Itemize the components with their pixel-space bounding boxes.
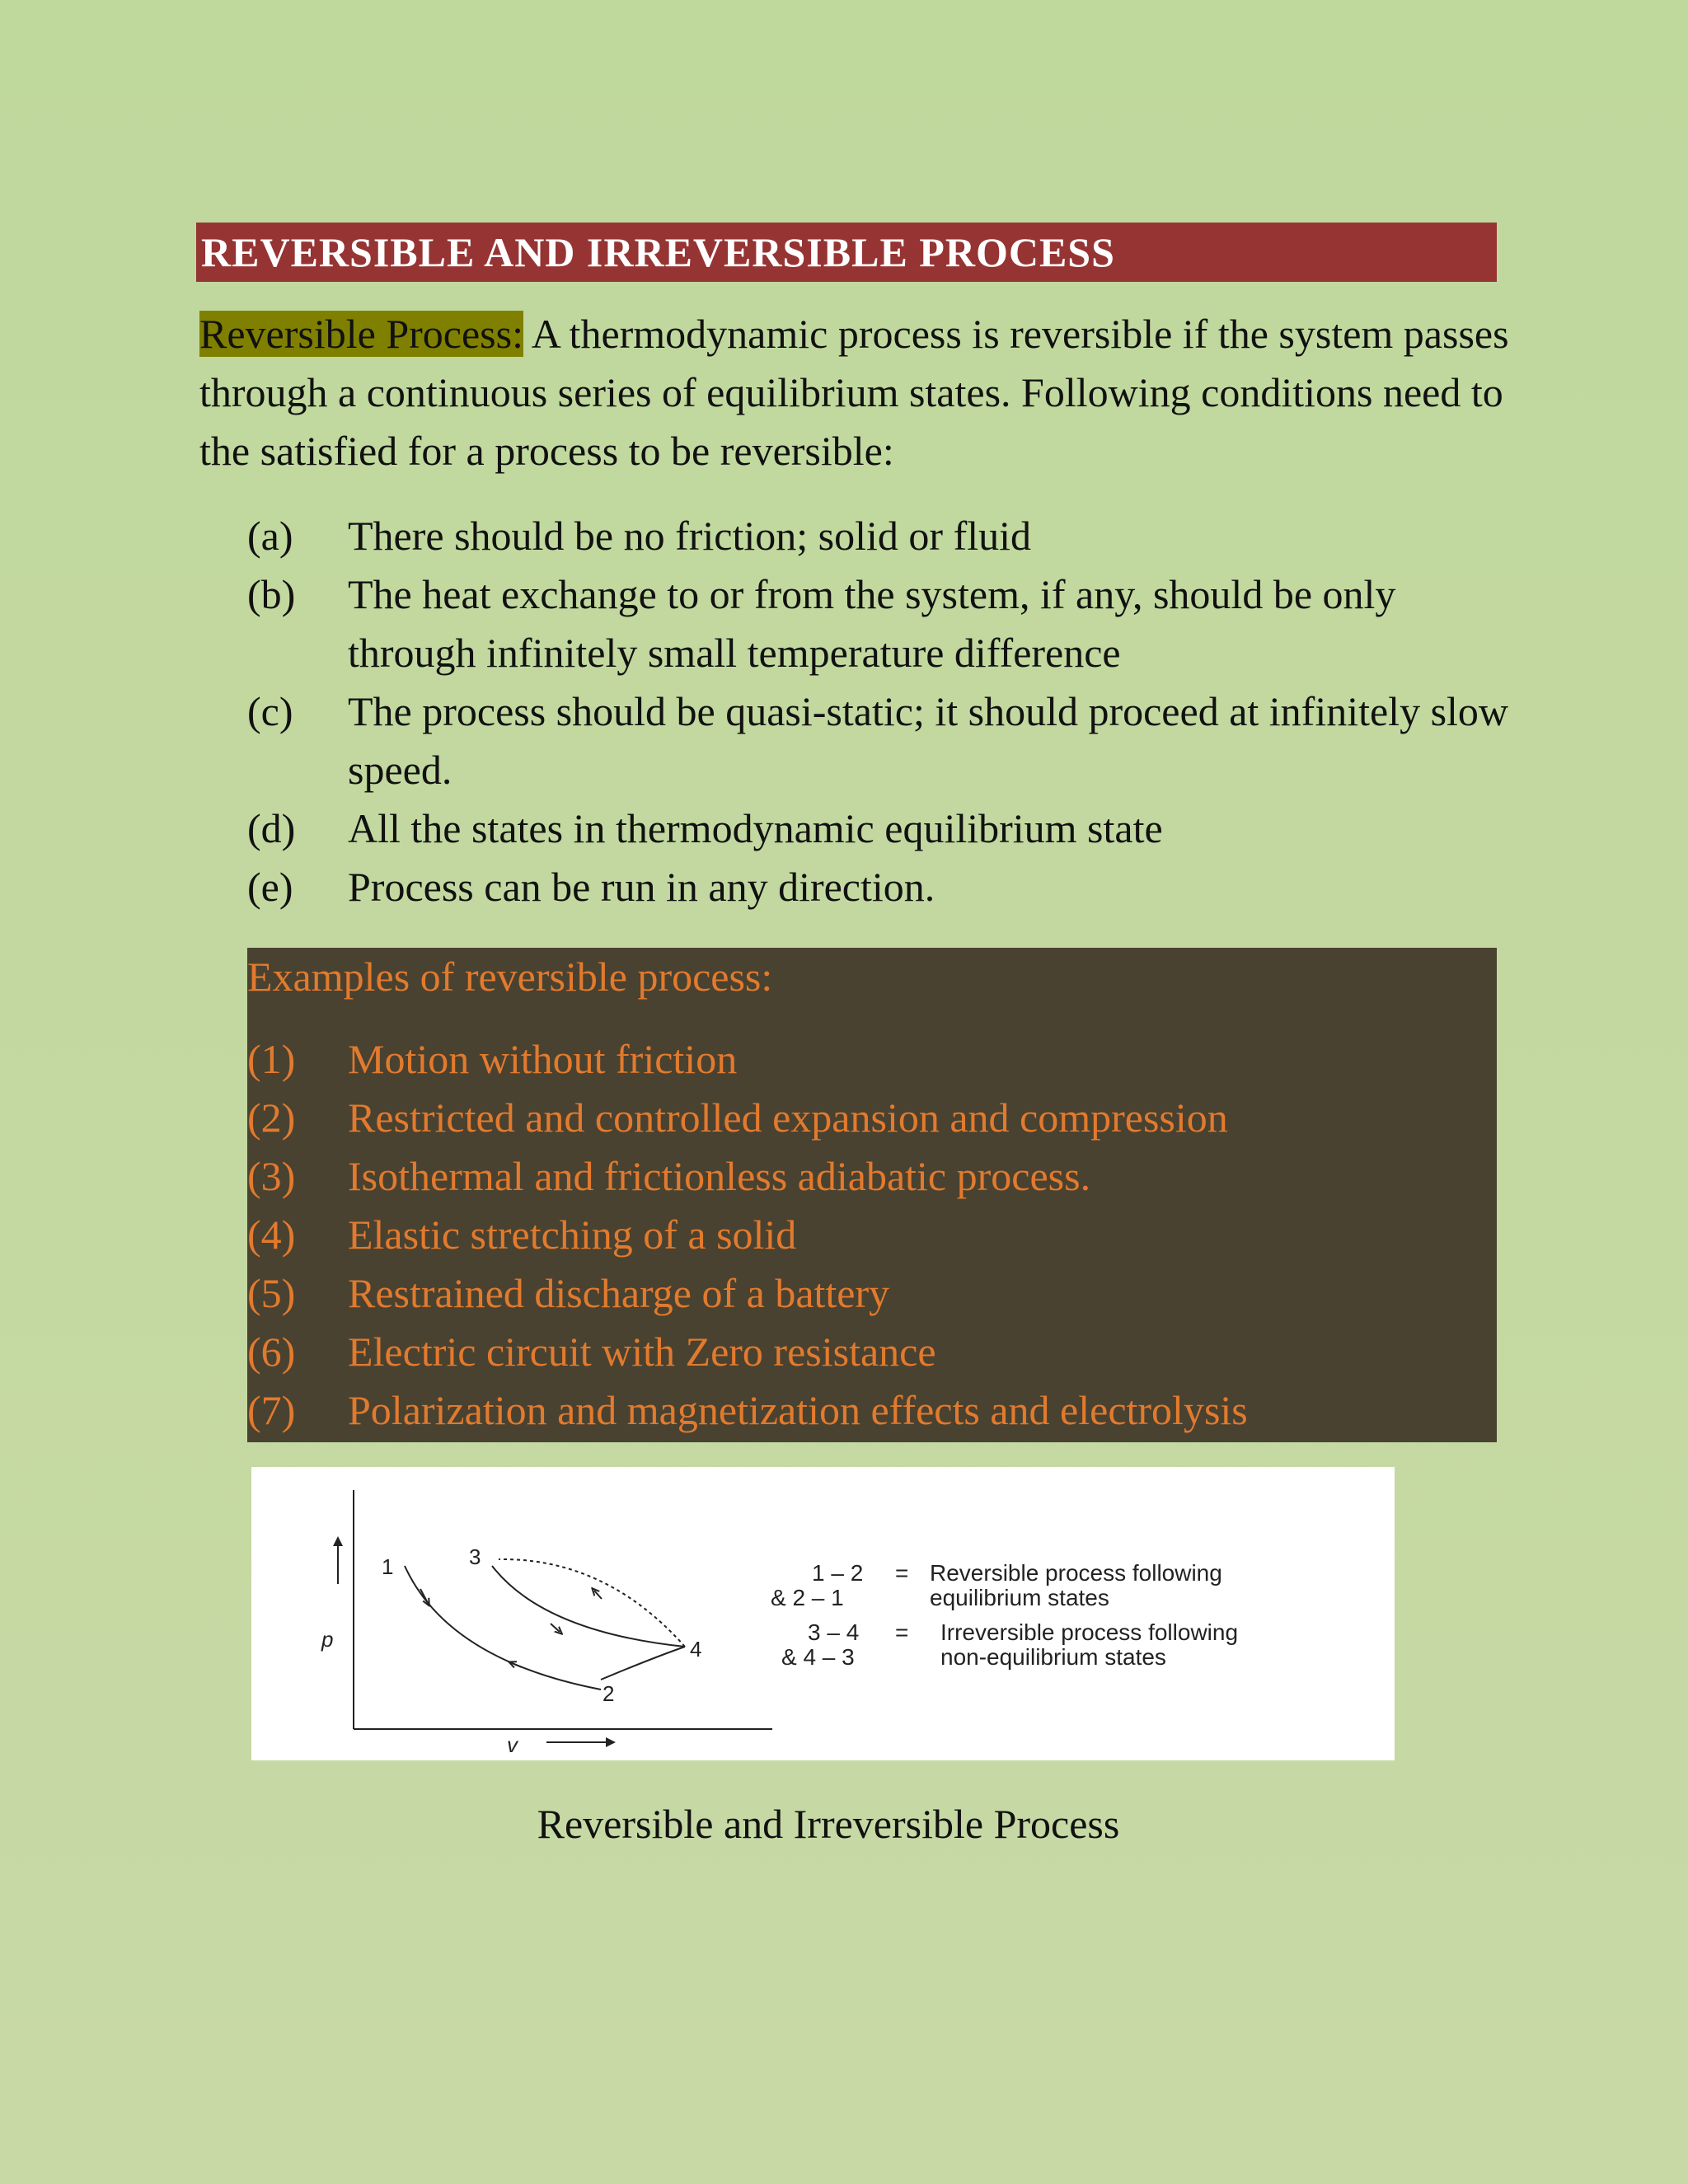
- reversible-process-label: Reversible Process:: [199, 311, 523, 357]
- conditions-list: [247, 507, 1525, 916]
- example-label: (6): [247, 1329, 296, 1375]
- example-item: [247, 1089, 1497, 1147]
- legend-equals-2: =: [895, 1619, 909, 1645]
- example-item: [247, 1323, 1497, 1381]
- example-label: (4): [247, 1212, 296, 1258]
- condition-item: [247, 799, 1525, 858]
- legend-pair-4-3: & 4 – 3: [781, 1644, 855, 1670]
- example-text: Electric circuit with Zero resistance: [348, 1329, 936, 1375]
- legend-reversible-line1: Reversible process following: [930, 1560, 1222, 1586]
- condition-label: (e): [247, 864, 293, 910]
- condition-item: [247, 682, 1525, 799]
- example-item: [247, 1264, 1497, 1323]
- condition-text: The process should be quasi-static; it should proceed at infinitely slow speed.: [348, 688, 1509, 793]
- condition-label: (c): [247, 688, 293, 734]
- legend-pair-1-2: 1 – 2: [812, 1560, 864, 1586]
- figure-caption: Reversible and Irreversible Process: [537, 1801, 1120, 1847]
- example-text: Motion without friction: [348, 1036, 738, 1082]
- condition-item: [247, 858, 1525, 916]
- example-label: (2): [247, 1094, 296, 1141]
- arrow-4-to-3-icon: [594, 1591, 602, 1599]
- example-item: [247, 1206, 1497, 1264]
- condition-text: The heat exchange to or from the system, if any, should be only through infinitely small temperature difference: [348, 571, 1396, 676]
- legend-irreversible-line2: non-equilibrium states: [940, 1644, 1166, 1670]
- arrow-3-to-4-icon: [551, 1624, 560, 1632]
- curve-3-4: [492, 1566, 685, 1647]
- example-label: (3): [247, 1153, 296, 1199]
- legend-reversible-line2: equilibrium states: [930, 1585, 1109, 1610]
- curve-2-4: [601, 1647, 685, 1680]
- condition-item: [247, 507, 1525, 565]
- point-label-3: 3: [469, 1544, 481, 1569]
- arrow-2-to-1-icon: [512, 1663, 522, 1667]
- condition-label: (b): [247, 571, 296, 617]
- p-arrowhead-icon: [333, 1536, 343, 1546]
- legend-equals-1: =: [895, 1560, 909, 1586]
- condition-text: Process can be run in any direction.: [348, 864, 935, 910]
- example-text: Restrained discharge of a battery: [348, 1270, 890, 1316]
- example-item: [247, 1147, 1497, 1206]
- legend-pair-2-1: & 2 – 1: [771, 1585, 844, 1610]
- point-label-2: 2: [603, 1681, 615, 1706]
- condition-label: (d): [247, 805, 296, 851]
- pv-diagram: [251, 1467, 1395, 1760]
- intro-text: A thermodynamic process is reversible if the system passes through a continuous series of equilibrium states. Following conditions need to the satisfied for a process to be reversible:: [199, 311, 1509, 474]
- example-text: Isothermal and frictionless adiabatic process.: [348, 1153, 1091, 1199]
- legend-pair-3-4: 3 – 4: [808, 1619, 860, 1645]
- examples-title: Examples of reversible process:: [247, 954, 773, 1000]
- curve-1-2: [405, 1566, 601, 1690]
- point-label-4: 4: [690, 1637, 702, 1661]
- example-text: Restricted and controlled expansion and compression: [348, 1094, 1228, 1141]
- example-item: [247, 1381, 1497, 1440]
- p-axis-label: p: [321, 1627, 334, 1652]
- v-axis-label: v: [507, 1732, 518, 1757]
- example-label: (7): [247, 1387, 296, 1433]
- section-title: REVERSIBLE AND IRREVERSIBLE PROCESS: [196, 223, 1497, 282]
- intro-paragraph: [199, 305, 1510, 480]
- examples-list: [247, 1030, 1497, 1440]
- example-text: Elastic stretching of a solid: [348, 1212, 797, 1258]
- condition-label: (a): [247, 513, 293, 559]
- condition-text: All the states in thermodynamic equilibrium state: [348, 805, 1163, 851]
- example-label: (1): [247, 1036, 296, 1082]
- v-arrowhead-icon: [606, 1737, 616, 1747]
- example-item: [247, 1030, 1497, 1089]
- example-label: (5): [247, 1270, 296, 1316]
- condition-text: There should be no friction; solid or fluid: [348, 513, 1032, 559]
- example-text: Polarization and magnetization effects and electrolysis: [348, 1387, 1248, 1433]
- legend-irreversible-line1: Irreversible process following: [940, 1619, 1239, 1645]
- pv-diagram-figure: [251, 1467, 1395, 1760]
- point-label-1: 1: [382, 1554, 394, 1579]
- curve-4-3: [499, 1559, 685, 1647]
- examples-box: [247, 948, 1497, 1442]
- condition-item: [247, 565, 1525, 682]
